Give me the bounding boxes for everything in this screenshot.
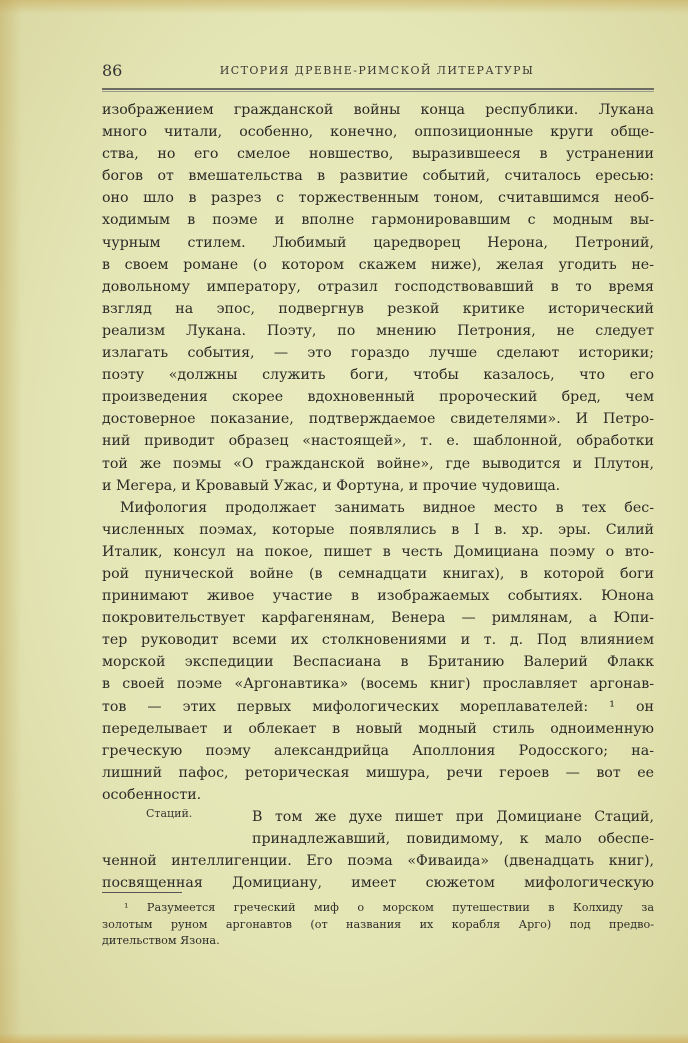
page-number: 86 [102, 61, 123, 80]
text-line: принадлежавший, повидимому, к мало обеспе- [252, 831, 654, 848]
page-edge-shadow [0, 0, 688, 14]
text-line: ний приводит образец «настоящей», т. е. шаблонной, обработки [102, 433, 654, 450]
text-line: взгляд на эпос, подвергнув резкой критике исторический [102, 300, 654, 317]
body-text [102, 99, 654, 894]
text-line: принимают живое участие в изображаемых событиях. Юнона [102, 588, 654, 605]
text-line: чурным стилем. Любимый царедворец Нерона, Петроний, [102, 234, 654, 251]
text-line: тов — этих первых мифологических мореплавателей: ¹ он [102, 698, 654, 715]
text-line: покровительствует карфагенянам, Венера — римлянам, а Юпи- [102, 610, 654, 627]
text-line: в своей поэме «Аргонавтика» (восемь книг) прославляет аргонав- [102, 676, 654, 693]
text-line: В том же духе пишет при Домициане Стаций, [252, 809, 654, 825]
page-edge-shadow [0, 0, 22, 1043]
running-title: ИСТОРИЯ ДРЕВНЕ-РИМСКОЙ ЛИТЕРАТУРЫ [219, 64, 535, 77]
text-line: численных поэмах, которые появлялись в I в. хр. эры. Силий [102, 521, 654, 538]
footnote-line: ¹ Разумеется греческий миф о морском путешествии в Колхиду за [124, 901, 654, 914]
text-line: посвященная Домициану, имеет сюжетом мифологическую [102, 875, 654, 892]
text-line: произведения скорее вдохновенный пророческий бред, чем [102, 389, 654, 406]
text-line: Италик, консул на покое, пишет в честь Домициана поэму о вто- [102, 543, 654, 560]
page-edge-shadow [0, 1033, 688, 1043]
text-line: изображением гражданской войны конца республики. Лукана [102, 102, 654, 118]
text-line: особенности. [102, 786, 202, 803]
text-line: ходимым в поэме и вполне гармонировавшим с модным вы- [102, 212, 654, 229]
text-line: реализм Лукана. Поэту, по мнению Петрония, не следует [102, 322, 654, 339]
text-line: богов от вмешательства в развитие событий, считалось ересью: [102, 168, 654, 185]
text-line: Мифология продолжает занимать видное место в тех бес- [120, 499, 654, 516]
text-line: рой пунической войне (в семнадцати книгах), в которой боги [102, 565, 654, 582]
header-rule [102, 91, 654, 92]
footnote-rule [102, 892, 182, 893]
text-line: в своем романе (о котором скажем ниже), желая угодить не- [102, 256, 654, 273]
page-header [102, 61, 652, 87]
footnote-line: дительством Язона. [102, 934, 220, 947]
text-line: тер руководит всеми их столкновениями и т. д. Под влиянием [102, 632, 654, 649]
text-line: греческую поэму александрийца Аполлония Родосского; на- [102, 742, 654, 759]
text-line: ства, но его смелое новшество, выразившееся в устранении [102, 146, 654, 163]
text-line: переделывает и облекает в новый модный стиль одноименную [102, 720, 654, 737]
marginal-note: Стаций. [146, 807, 193, 820]
text-line: ченной интеллигенции. Его поэма «Фиваида» (двенадцать книг), [102, 853, 654, 870]
footnote-line: золотым руном аргонавтов (от названия их корабля Арго) под предво- [102, 917, 654, 931]
text-line: поэту «должны служить боги, чтобы казалось, что его [102, 367, 654, 384]
text-line: оно шло в разрез с торжественным тоном, считавшимся необ- [102, 190, 654, 207]
text-line: морской экспедиции Веспасиана в Британию Валерий Флакк [102, 654, 654, 671]
text-line: лишний пафос, реторическая мишура, речи героев — вот ее [102, 764, 654, 781]
text-line: много читали, особенно, конечно, оппозиционные круги обще- [102, 124, 654, 141]
text-line: довольному императору, отразил господствовавший в то время [102, 278, 654, 295]
header-rule [102, 88, 654, 90]
footnotes [102, 900, 654, 950]
text-line: достоверное показание, подтверждаемое свидетелями». И Петро- [102, 411, 654, 428]
text-line: излагать события, — это гораздо лучше сделают историки; [102, 345, 654, 362]
text-line: и Мегера, и Кровавый Ужас, и Фортуна, и прочие чудовища. [102, 477, 561, 494]
text-line: той же поэмы «О гражданской войне», где выводится и Плутон, [102, 455, 654, 472]
